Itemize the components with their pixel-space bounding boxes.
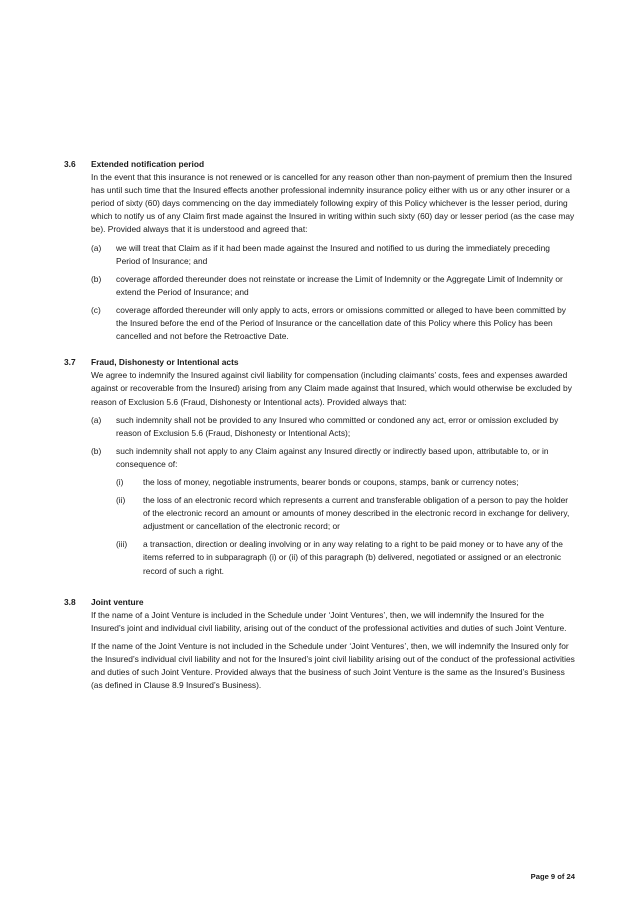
- section-3-8: [64, 596, 576, 698]
- section-3-7: [64, 356, 576, 587]
- list-item: [91, 414, 576, 440]
- list-label: (a): [91, 414, 102, 425]
- sub-list-item: [116, 494, 576, 533]
- section-paragraph: In the event that this insurance is not renewed or is cancelled for any reason other than non-payment of premium then the Insured has until such time that the Insured effects another professional indemnity insurance policy either with us or any other insurer or a period of sixty (60) days commencing on the day immediately following expiry of this Policy whichever is the lesser period, during which to notify us of any Claim first made against the Insured in writing within such sixty (60) day or lesser period (as the case may be). Provided always that it is understood and agreed that:: [91, 172, 575, 235]
- section-body: [91, 596, 576, 698]
- list-label: (b): [91, 273, 102, 284]
- list-item: [91, 242, 576, 268]
- list-item: [91, 304, 576, 343]
- section-body: [91, 158, 576, 348]
- list-text: we will treat that Claim as if it had been made against the Insured and notified to us during the immediately preceding Period of Insurance; and: [116, 242, 550, 266]
- list-label: (b): [91, 445, 102, 456]
- list-text: such indemnity shall not apply to any Claim against any Insured directly or indirectly based upon, attributable to, or in consequence of:: [116, 445, 549, 469]
- section-paragraph: If the name of the Joint Venture is not included in the Schedule under ‘Joint Ventures’, then, we will indemnify the Insured only for the Insured’s individual civil liability and not for the Insured’s joint civil liability arising out of the conduct of the professional activities and duties of such Joint Venture. Provided always that the business of such Joint Venture is the same as the Insured’s Business (as defined in Clause 8.9 Insured’s Business).: [91, 640, 575, 691]
- section-title: Extended notification period: [91, 159, 205, 169]
- sub-list-text: the loss of an electronic record which represents a current and transferable obligation of a person to pay the holder of the electronic record an amount or amounts of money described in the electronic record in exchange for delivery, adjustment or cancellation of the electronic record; or: [143, 495, 570, 532]
- section-number: 3.8: [64, 596, 76, 607]
- sub-list-label: (i): [116, 476, 124, 487]
- sub-list: [116, 476, 576, 578]
- list-text: coverage afforded thereunder does not reinstate or increase the Limit of Indemnity or the Aggregate Limit of Indemnity or extend the Period of Insurance; and: [116, 273, 563, 297]
- list-item: [91, 273, 576, 299]
- section-title: Fraud, Dishonesty or Intentional acts: [91, 357, 239, 368]
- section-body: [91, 356, 576, 587]
- sub-list-label: (iii): [116, 539, 128, 550]
- section-paragraph: We agree to indemnify the Insured against civil liability for compensation (including claimants’ costs, fees and expenses awarded against or recoverable from the Insured) arising from any Claim made against that Insured, which would otherwise be excluded by reason of Exclusion 5.6 (Fraud, Dishonesty or Intentional acts). Provided always that:: [91, 370, 572, 407]
- list-label: (c): [91, 304, 101, 315]
- sub-list-label: (ii): [116, 495, 126, 506]
- document-content: [64, 158, 576, 705]
- list-item: [91, 445, 576, 583]
- list-text: such indemnity shall not be provided to any Insured who committed or condoned any act, error or omission excluded by reason of Exclusion 5.6 (Fraud, Dishonesty or Intentional Acts);: [116, 414, 559, 438]
- section-3-6: [64, 158, 576, 348]
- section-paragraph: If the name of a Joint Venture is included in the Schedule under ‘Joint Ventures’, then, we will indemnify the Insured for the Insured’s joint and individual civil liability, arising out of the conduct of the professional activities and duties of such Joint Venture.: [91, 609, 567, 633]
- sub-list-text: the loss of money, negotiable instruments, bearer bonds or coupons, stamps, bank or currency notes;: [143, 476, 519, 487]
- sub-list-item: [116, 476, 576, 489]
- section-title: Joint venture: [91, 596, 144, 607]
- sub-list-text: a transaction, direction or dealing involving or in any way relating to a right to be paid money or to have any of the items referred to in subparagraph (i) or (ii) of this paragraph (b) delivered, negotiated or assigned or an electronic record of such a right.: [143, 539, 563, 576]
- page-number: Page 9 of 24: [530, 872, 575, 881]
- list-text-container: [116, 445, 576, 583]
- list-text: coverage afforded thereunder will only apply to acts, errors or omissions committed or alleged to have been committed by the Insured before the end of the Period of Insurance or the cancellation date of this Policy where this Policy has been cancelled and not before the Retroactive Date.: [116, 304, 566, 342]
- section-number: 3.6: [64, 159, 76, 169]
- sub-list-item: [116, 538, 576, 577]
- list-label: (a): [91, 242, 102, 253]
- section-number: 3.7: [64, 357, 76, 368]
